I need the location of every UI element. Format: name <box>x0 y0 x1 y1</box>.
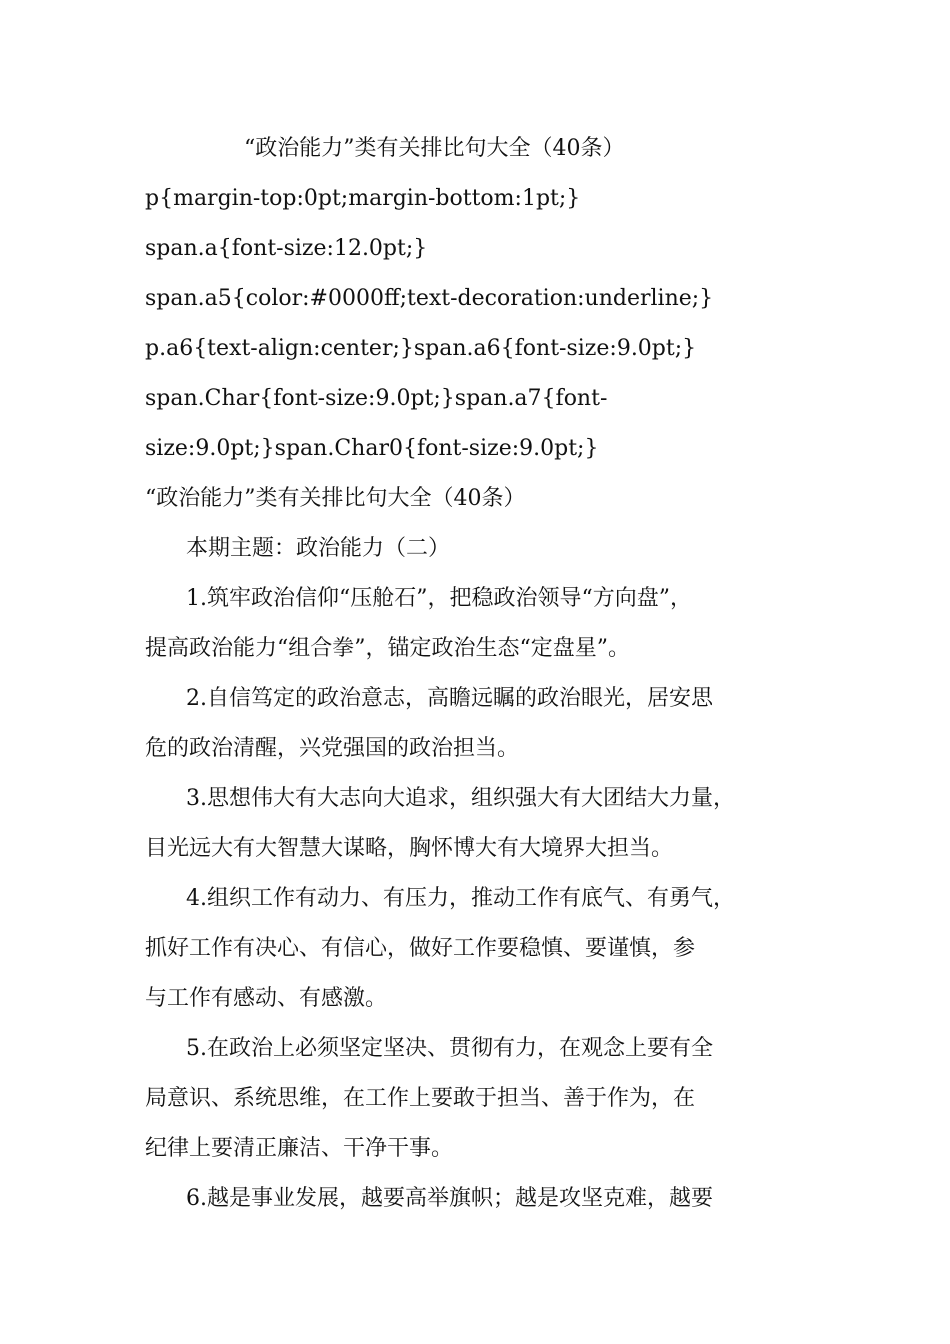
css-text-line: p{margin-top:0pt;margin-bottom:1pt;} <box>145 186 581 211</box>
css-text-line: p.a6{text-align:center;}span.a6{font-size:9.0pt;} <box>145 336 697 361</box>
list-item-line: 抓好工作有决心、有信心，做好工作要稳慎、要谨慎，参 <box>145 936 696 961</box>
list-item-line: 提高政治能力“组合拳”，锚定政治生态“定盘星”。 <box>145 636 630 661</box>
list-item-line: 与工作有感动、有感激。 <box>145 986 388 1011</box>
list-item-line: 4.组织工作有动力、有压力，推动工作有底气、有勇气， <box>186 886 735 911</box>
list-item-line: 6.越是事业发展，越要高举旗帜；越是攻坚克难，越要 <box>186 1186 713 1211</box>
document-subtitle: “政治能力”类有关排比句大全（40条） <box>145 486 526 511</box>
css-text-line: span.Char{font-size:9.0pt;}span.a7{font- <box>145 386 608 411</box>
list-item-line: 3.思想伟大有大志向大追求，组织强大有大团结大力量， <box>186 786 735 811</box>
list-item-line: 纪律上要清正廉洁、干净干事。 <box>145 1136 454 1161</box>
list-item-line: 目光远大有大智慧大谋略，胸怀博大有大境界大担当。 <box>145 836 674 861</box>
list-item-line: 2.自信笃定的政治意志，高瞻远瞩的政治眼光，居安思 <box>186 686 713 711</box>
css-text-line: span.a5{color:#0000ff;text-decoration:underline;} <box>145 286 714 311</box>
list-item-line: 5.在政治上必须坚定坚决、贯彻有力，在观念上要有全 <box>186 1036 713 1061</box>
document-title: “政治能力”类有关排比句大全（40条） <box>244 136 625 161</box>
list-item-line: 局意识、系统思维，在工作上要敢于担当、善于作为，在 <box>145 1086 696 1111</box>
css-text-line: size:9.0pt;}span.Char0{font-size:9.0pt;} <box>145 436 599 461</box>
list-item-line: 1.筑牢政治信仰“压舱石”，把稳政治领导“方向盘”， <box>186 586 692 611</box>
list-item-line: 危的政治清醒，兴党强国的政治担当。 <box>145 736 520 761</box>
css-text-line: span.a{font-size:12.0pt;} <box>145 236 428 261</box>
theme-line: 本期主题：政治能力（二） <box>186 536 451 561</box>
